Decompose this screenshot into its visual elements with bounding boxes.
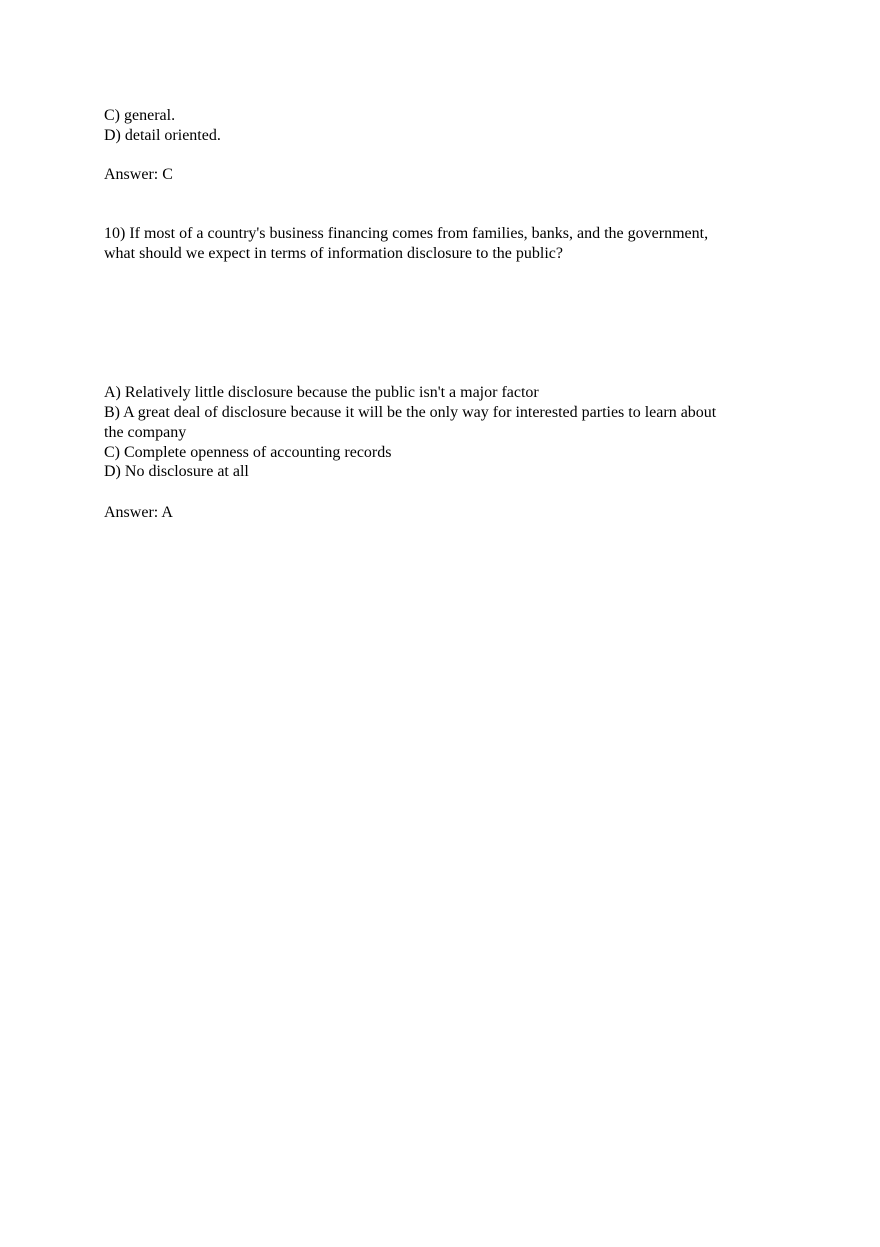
question-10-stem-line-1: 10) If most of a country's business financing comes from families, banks, and the government, [104,225,709,242]
question-10-option-d: D) No disclosure at all [104,463,249,480]
prev-option-c: C) general. [104,107,176,124]
prev-option-d: D) detail oriented. [104,127,221,144]
question-10-stem-line-2: what should we expect in terms of information disclosure to the public? [104,245,563,262]
question-10-option-a: A) Relatively little disclosure because the public isn't a major factor [104,384,539,401]
question-10-option-b: B) A great deal of disclosure because it will be the only way for interested parties to learn about [104,404,717,421]
prev-answer: Answer: C [104,166,173,183]
question-10-answer: Answer: A [104,504,173,521]
question-10-option-b-continued: the company [104,424,187,441]
question-10-option-c: C) Complete openness of accounting records [104,444,392,461]
